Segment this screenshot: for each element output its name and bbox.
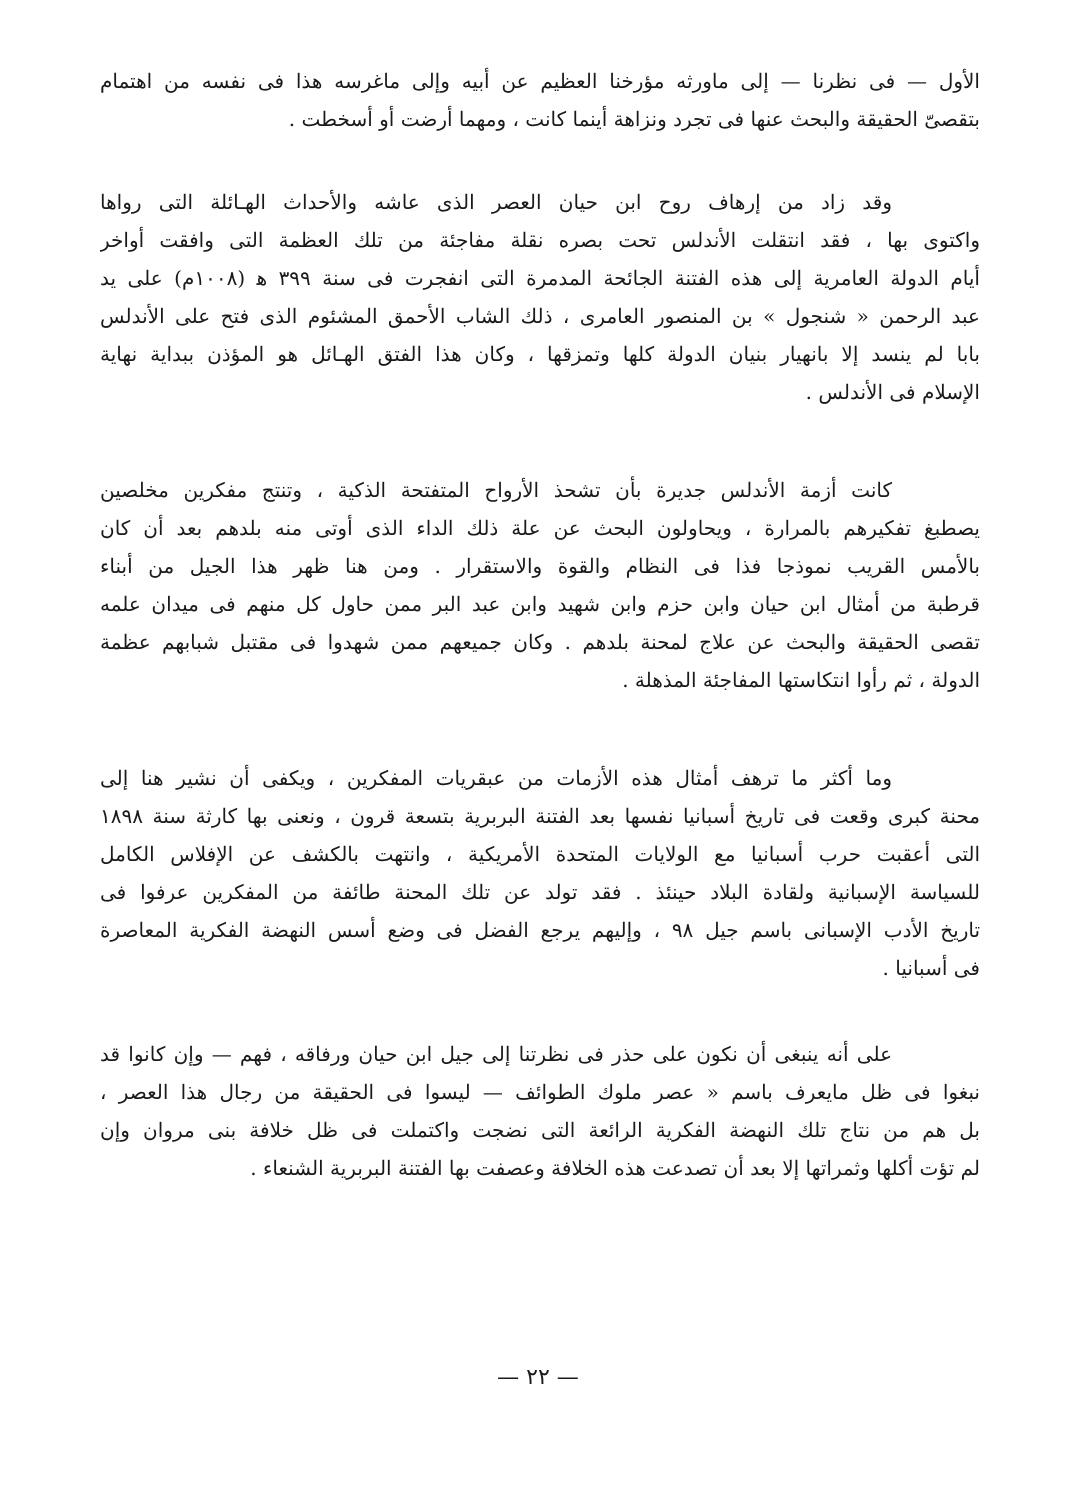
paragraph-2 bbox=[100, 183, 980, 411]
text-line: بالأمس القريب نموذجا فذا فى النظام والقوة والاستقرار . ومن هنا ظهر هذا الجيل من أبناء bbox=[100, 554, 980, 578]
text-line: عبد الرحمن « شنجول » بن المنصور العامرى ، ذلك الشاب الأحمق المشئوم الذى فتح على الأندلس bbox=[100, 304, 980, 328]
text-line: يصطبغ تفكيرهم بالمرارة ، ويحاولون البحث عن علة ذلك الداء الذى أوتى منه بلدهم بعد أن كان bbox=[100, 516, 980, 540]
text-line: الأول — فى نظرنا — إلى ماورثه مؤرخنا العظيم عن أبيه وإلى ماغرسه هذا فى نفسه من اهتمام bbox=[100, 69, 980, 93]
page-body bbox=[100, 62, 980, 1187]
paragraph-5 bbox=[100, 1035, 980, 1187]
page-number: — ٢٢ — bbox=[497, 1365, 579, 1390]
paragraph-3 bbox=[100, 471, 980, 699]
text-line: تقصى الحقيقة والبحث عن علاج لمحنة بلدهم . وكان جميعهم ممن شهدوا فى مقتبل شبابهم عظمة bbox=[100, 630, 980, 654]
text-line: أيام الدولة العامرية إلى هذه الفتنة الجائحة المدمرة التى انفجرت فى سنة ٣٩٩ ﻫ (١٠٠٨م) على يد bbox=[100, 266, 980, 290]
text-line: للسياسة الإسبانية ولقادة البلاد حينئذ . فقد تولد عن تلك المحنة طائفة من المفكرين عرفوا فى bbox=[100, 880, 980, 904]
text-line: فى أسبانيا . bbox=[882, 956, 980, 980]
text-line: بل هم من نتاج تلك النهضة الفكرية الرائعة التى نضجت واكتملت فى ظل خلافة بنى مروان وإن bbox=[100, 1118, 980, 1142]
text-line: محنة كبرى وقعت فى تاريخ أسبانيا نفسها بعد الفتنة البربرية بتسعة قرون ، ونعنى بها كارثة سنة ١٨٩٨ bbox=[100, 804, 980, 828]
paragraph-4 bbox=[100, 759, 980, 987]
text-line: على أنه ينبغى أن نكون على حذر فى نظرتنا إلى جيل ابن حيان ورفاقه ، فهم — وإن كانوا قد bbox=[100, 1042, 892, 1066]
text-line: تاريخ الأدب الإسبانى باسم جيل ٩٨ ، وإليهم يرجع الفضل فى وضع أسس النهضة الفكرية المعاصرة bbox=[100, 918, 980, 942]
paragraph-gap bbox=[100, 987, 980, 1035]
text-line: وما أكثر ما ترهف أمثال هذه الأزمات من عبقريات المفكرين ، ويكفى أن نشير هنا إلى bbox=[100, 766, 892, 790]
text-line: قرطبة من أمثال ابن حيان وابن حزم وابن شهيد وابن عبد البر ممن حاول كل منهم فى ميدان علمه bbox=[100, 592, 980, 616]
text-line: كانت أزمة الأندلس جديرة بأن تشحذ الأرواح المتفتحة الذكية ، وتنتج مفكرين مخلصين bbox=[100, 478, 892, 502]
text-line: الدولة ، ثم رأوا انتكاستها المفاجئة المذهلة . bbox=[622, 668, 980, 692]
paragraph-1 bbox=[100, 62, 980, 138]
text-line: التى أعقبت حرب أسبانيا مع الولايات المتحدة الأمريكية ، وانتهت بالكشف عن الإفلاس الكامل bbox=[100, 842, 980, 866]
text-line: الإسلام فى الأندلس . bbox=[805, 380, 980, 404]
text-line: نبغوا فى ظل مايعرف باسم « عصر ملوك الطوائف — ليسوا فى الحقيقة من رجال هذا العصر ، bbox=[100, 1080, 980, 1104]
text-line: بابا لم ينسد إلا بانهيار بنيان الدولة كلها وتمزقها ، وكان هذا الفتق الهـائل هو المؤذن ببداية نهاية bbox=[100, 342, 980, 366]
text-line: واكتوى بها ، فقد انتقلت الأندلس تحت بصره نقلة مفاجئة من تلك العظمة التى وافقت أواخر bbox=[100, 228, 980, 252]
paragraph-gap bbox=[100, 411, 980, 471]
paragraph-gap bbox=[100, 699, 980, 759]
text-line: وقد زاد من إرهاف روح ابن حيان العصر الذى عاشه والأحداث الهـائلة التى رواها bbox=[100, 190, 892, 214]
paragraph-gap bbox=[100, 138, 980, 183]
text-line: بتقصىّ الحقيقة والبحث عنها فى تجرد ونزاهة أينما كانت ، ومهما أرضت أو أسخطت . bbox=[288, 107, 980, 131]
text-line: لم تؤت أكلها وثمراتها إلا بعد أن تصدعت هذه الخلافة وعصفت بها الفتنة البربرية الشنعاء . bbox=[250, 1156, 980, 1180]
